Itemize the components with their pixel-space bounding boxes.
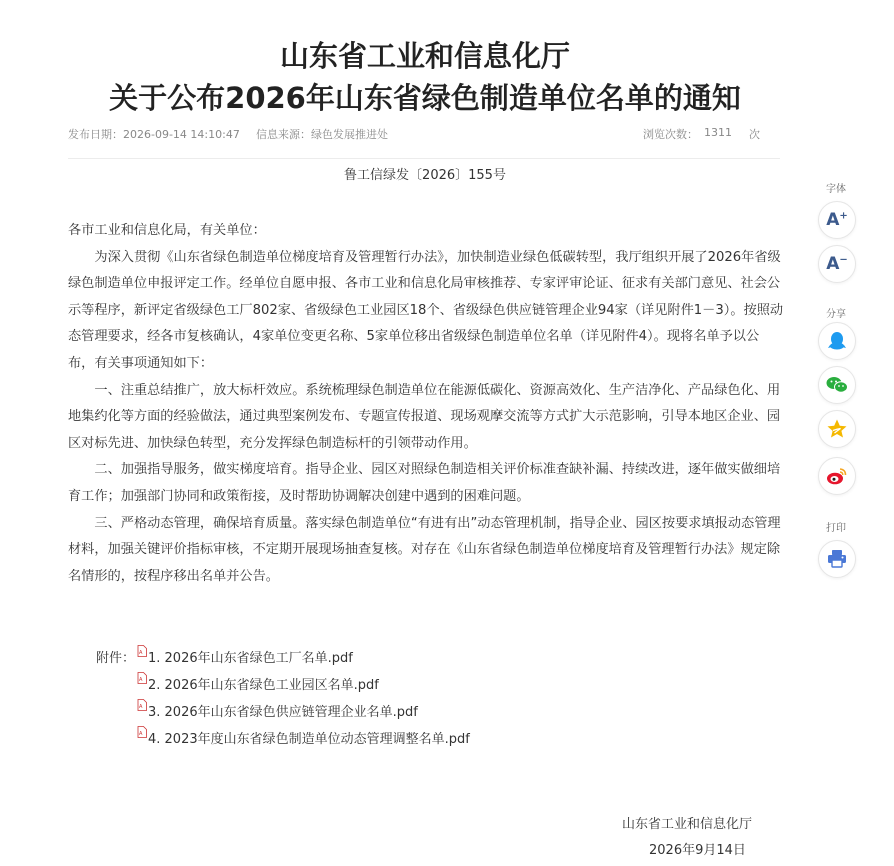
favorite-icon	[826, 418, 848, 440]
document-number: 鲁工信绿发〔2026〕155号	[344, 168, 506, 183]
pdf-icon	[137, 699, 147, 711]
attachment-link-1[interactable]	[137, 650, 353, 668]
attachment-link-3[interactable]	[137, 704, 418, 722]
attachment-name: 2. 2026年山东省绿色工业园区名单.pdf	[148, 678, 379, 693]
views-count: 1311	[704, 126, 732, 139]
font-label: 字体	[826, 184, 846, 195]
attachment-link-2[interactable]	[137, 677, 379, 695]
divider	[68, 158, 780, 159]
article-body	[68, 218, 784, 590]
paragraph-item-2: 二、加强指导服务，做实梯度培育。指导企业、园区对照绿色制造相关评价标准查缺补漏、持续改进，逐年做实做细培育工作；加强部门协同和政策衔接，及时帮助协调解决创建中遇到的困难问题。	[68, 462, 781, 504]
page-title-line1: 山东省工业和信息化厅	[279, 39, 570, 73]
svg-text:A: A	[139, 731, 143, 737]
font-decrease-icon: A−	[826, 254, 848, 274]
share-weibo-button[interactable]	[818, 457, 856, 495]
attachment-name: 1. 2026年山东省绿色工厂名单.pdf	[148, 651, 353, 666]
attachment-name: 4. 2023年度山东省绿色制造单位动态管理调整名单.pdf	[148, 732, 470, 747]
meta-bar	[68, 126, 780, 146]
svg-text:A: A	[139, 704, 143, 710]
paragraph-item-3: 三、严格动态管理，确保培育质量。落实绿色制造单位“有进有出”动态管理机制，指导企业、园区按要求填报动态管理材料，加强关键评价指标审核，不定期开展现场抽查复核。对存在《山东省绿色制造单位梯度培育及管理暂行办法》规定除名情形的，按程序移出名单并公告。	[68, 515, 781, 584]
page-title-line2: 关于公布2026年山东省绿色制造单位名单的通知	[109, 81, 741, 115]
print-button[interactable]	[818, 540, 856, 578]
printer-icon	[826, 549, 848, 569]
svg-text:A: A	[139, 650, 143, 656]
font-increase-icon: A+	[826, 210, 848, 230]
share-wechat-button[interactable]	[818, 366, 856, 404]
paragraph-intro: 为深入贯彻《山东省绿色制造单位梯度培育及管理暂行办法》，加快制造业绿色低碳转型，我厅组织开展了2026年省级绿色制造单位申报评定工作。经单位自愿申报、各市工业和信息化局审核推荐、专家评审论证、征求有关部门意见、社会公示等程序，新评定省级绿色工厂802家、省级绿色工业园区18个、省级绿色供应链管理企业94家（详见附件1－3）。按照动态管理要求，经各市复核确认，4家单位变更名称、5家单位移出省级绿色制造单位名单（详见附件4）。现将名单予以公布，有关事项通知如下：	[68, 249, 784, 371]
pdf-icon	[137, 726, 147, 738]
pdf-icon	[137, 645, 147, 657]
paragraph-item-1: 一、注重总结推广，放大标杆效应。系统梳理绿色制造单位在能源低碳化、资源高效化、生产洁净化、产品绿色化、用地集约化等方面的经验做法，通过典型案例发布、专题宣传报道、现场观摩交流等方式扩大示范影响，引导本地区企业、园区对标先进、加快绿色转型，充分发挥绿色制造标杆的引领带动作用。	[68, 382, 781, 451]
salutation: 各市工业和信息化局，有关单位：	[68, 223, 266, 238]
share-qq-button[interactable]	[818, 322, 856, 360]
publish-date: 发布日期：2026-09-14 14:10:47	[68, 128, 240, 141]
share-label: 分享	[826, 309, 846, 320]
pdf-icon	[137, 672, 147, 684]
attachment-name: 3. 2026年山东省绿色供应链管理企业名单.pdf	[148, 705, 418, 720]
attachments-label: 附件：	[96, 651, 136, 666]
qq-icon	[828, 331, 846, 351]
views-label: 浏览次数：	[643, 128, 698, 141]
signature-org: 山东省工业和信息化厅	[622, 817, 753, 832]
weibo-icon	[826, 466, 848, 486]
svg-text:A: A	[139, 677, 143, 683]
signature-date: 2026年9月14日	[649, 843, 746, 858]
share-favorite-button[interactable]	[818, 410, 856, 448]
font-decrease-button[interactable]	[818, 245, 856, 283]
wechat-icon	[826, 376, 848, 394]
print-label: 打印	[826, 523, 846, 534]
attachment-link-4[interactable]	[137, 731, 470, 749]
info-source: 信息来源：绿色发展推进处	[256, 128, 388, 141]
views-unit: 次	[749, 128, 760, 141]
font-increase-button[interactable]	[818, 201, 856, 239]
